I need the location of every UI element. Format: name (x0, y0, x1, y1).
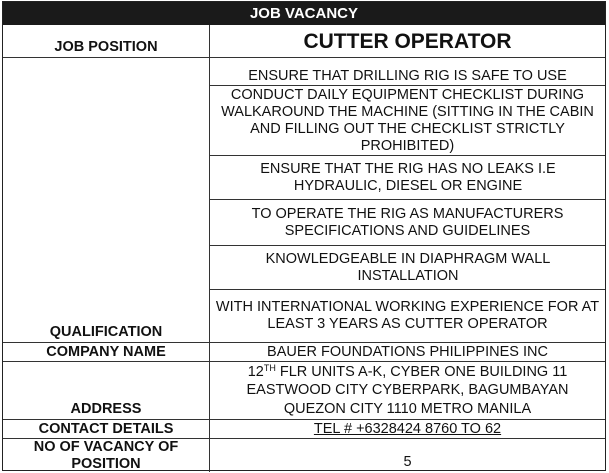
qualification-item: CONDUCT DAILY EQUIPMENT CHECKLIST DURING WALKAROUND THE MACHINE (SITTING IN THE CABIN AND FILLING OUT THE CHECKLIST STRICTLY PROHIBITED) (221, 86, 594, 154)
qualification-item: TO OPERATE THE RIG AS MANUFACTURERS SPECIFICATIONS AND GUIDELINES (251, 205, 564, 239)
address-line-2: EASTWOOD CITY CYBERPARK, BAGUMBAYAN (246, 382, 569, 399)
company-name-value: BAUER FOUNDATIONS PHILIPPINES INC (267, 343, 548, 360)
address-value (210, 362, 605, 419)
qualification-item: KNOWLEDGEABLE IN DIAPHRAGM WALL INSTALLATION (265, 250, 551, 284)
address-line-3: QUEZON CITY 1110 METRO MANILA (283, 400, 532, 417)
company-name-label: COMPANY NAME (46, 343, 166, 360)
vacancy-count-label: NO OF VACANCY OF POSITION (33, 438, 179, 472)
floor-ordinal-suffix: TH (263, 362, 276, 373)
table-header: JOB VACANCY (3, 2, 605, 25)
vacancy-count-value: 5 (403, 454, 412, 470)
job-position-value: CUTTER OPERATOR (303, 29, 512, 53)
qualification-item: ENSURE THAT THE RIG HAS NO LEAKS I.E HYDRAULIC, DIESEL OR ENGINE (260, 160, 556, 194)
qualification-label: QUALIFICATION (49, 324, 163, 340)
address-line-1: 12TH FLR UNITS A-K, CYBER ONE BUILDING 11 (247, 362, 568, 380)
job-vacancy-table (2, 1, 606, 471)
address-label: ADDRESS (70, 401, 142, 417)
qualification-item: ENSURE THAT DRILLING RIG IS SAFE TO USE (248, 67, 567, 84)
contact-details-label: CONTACT DETAILS (38, 420, 174, 437)
qualification-item: WITH INTERNATIONAL WORKING EXPERIENCE FOR AT LEAST 3 YEARS AS CUTTER OPERATOR (215, 299, 600, 332)
job-position-label: JOB POSITION (54, 39, 158, 55)
contact-details-value[interactable]: TEL # +6328424 8760 TO 62 (313, 420, 502, 437)
